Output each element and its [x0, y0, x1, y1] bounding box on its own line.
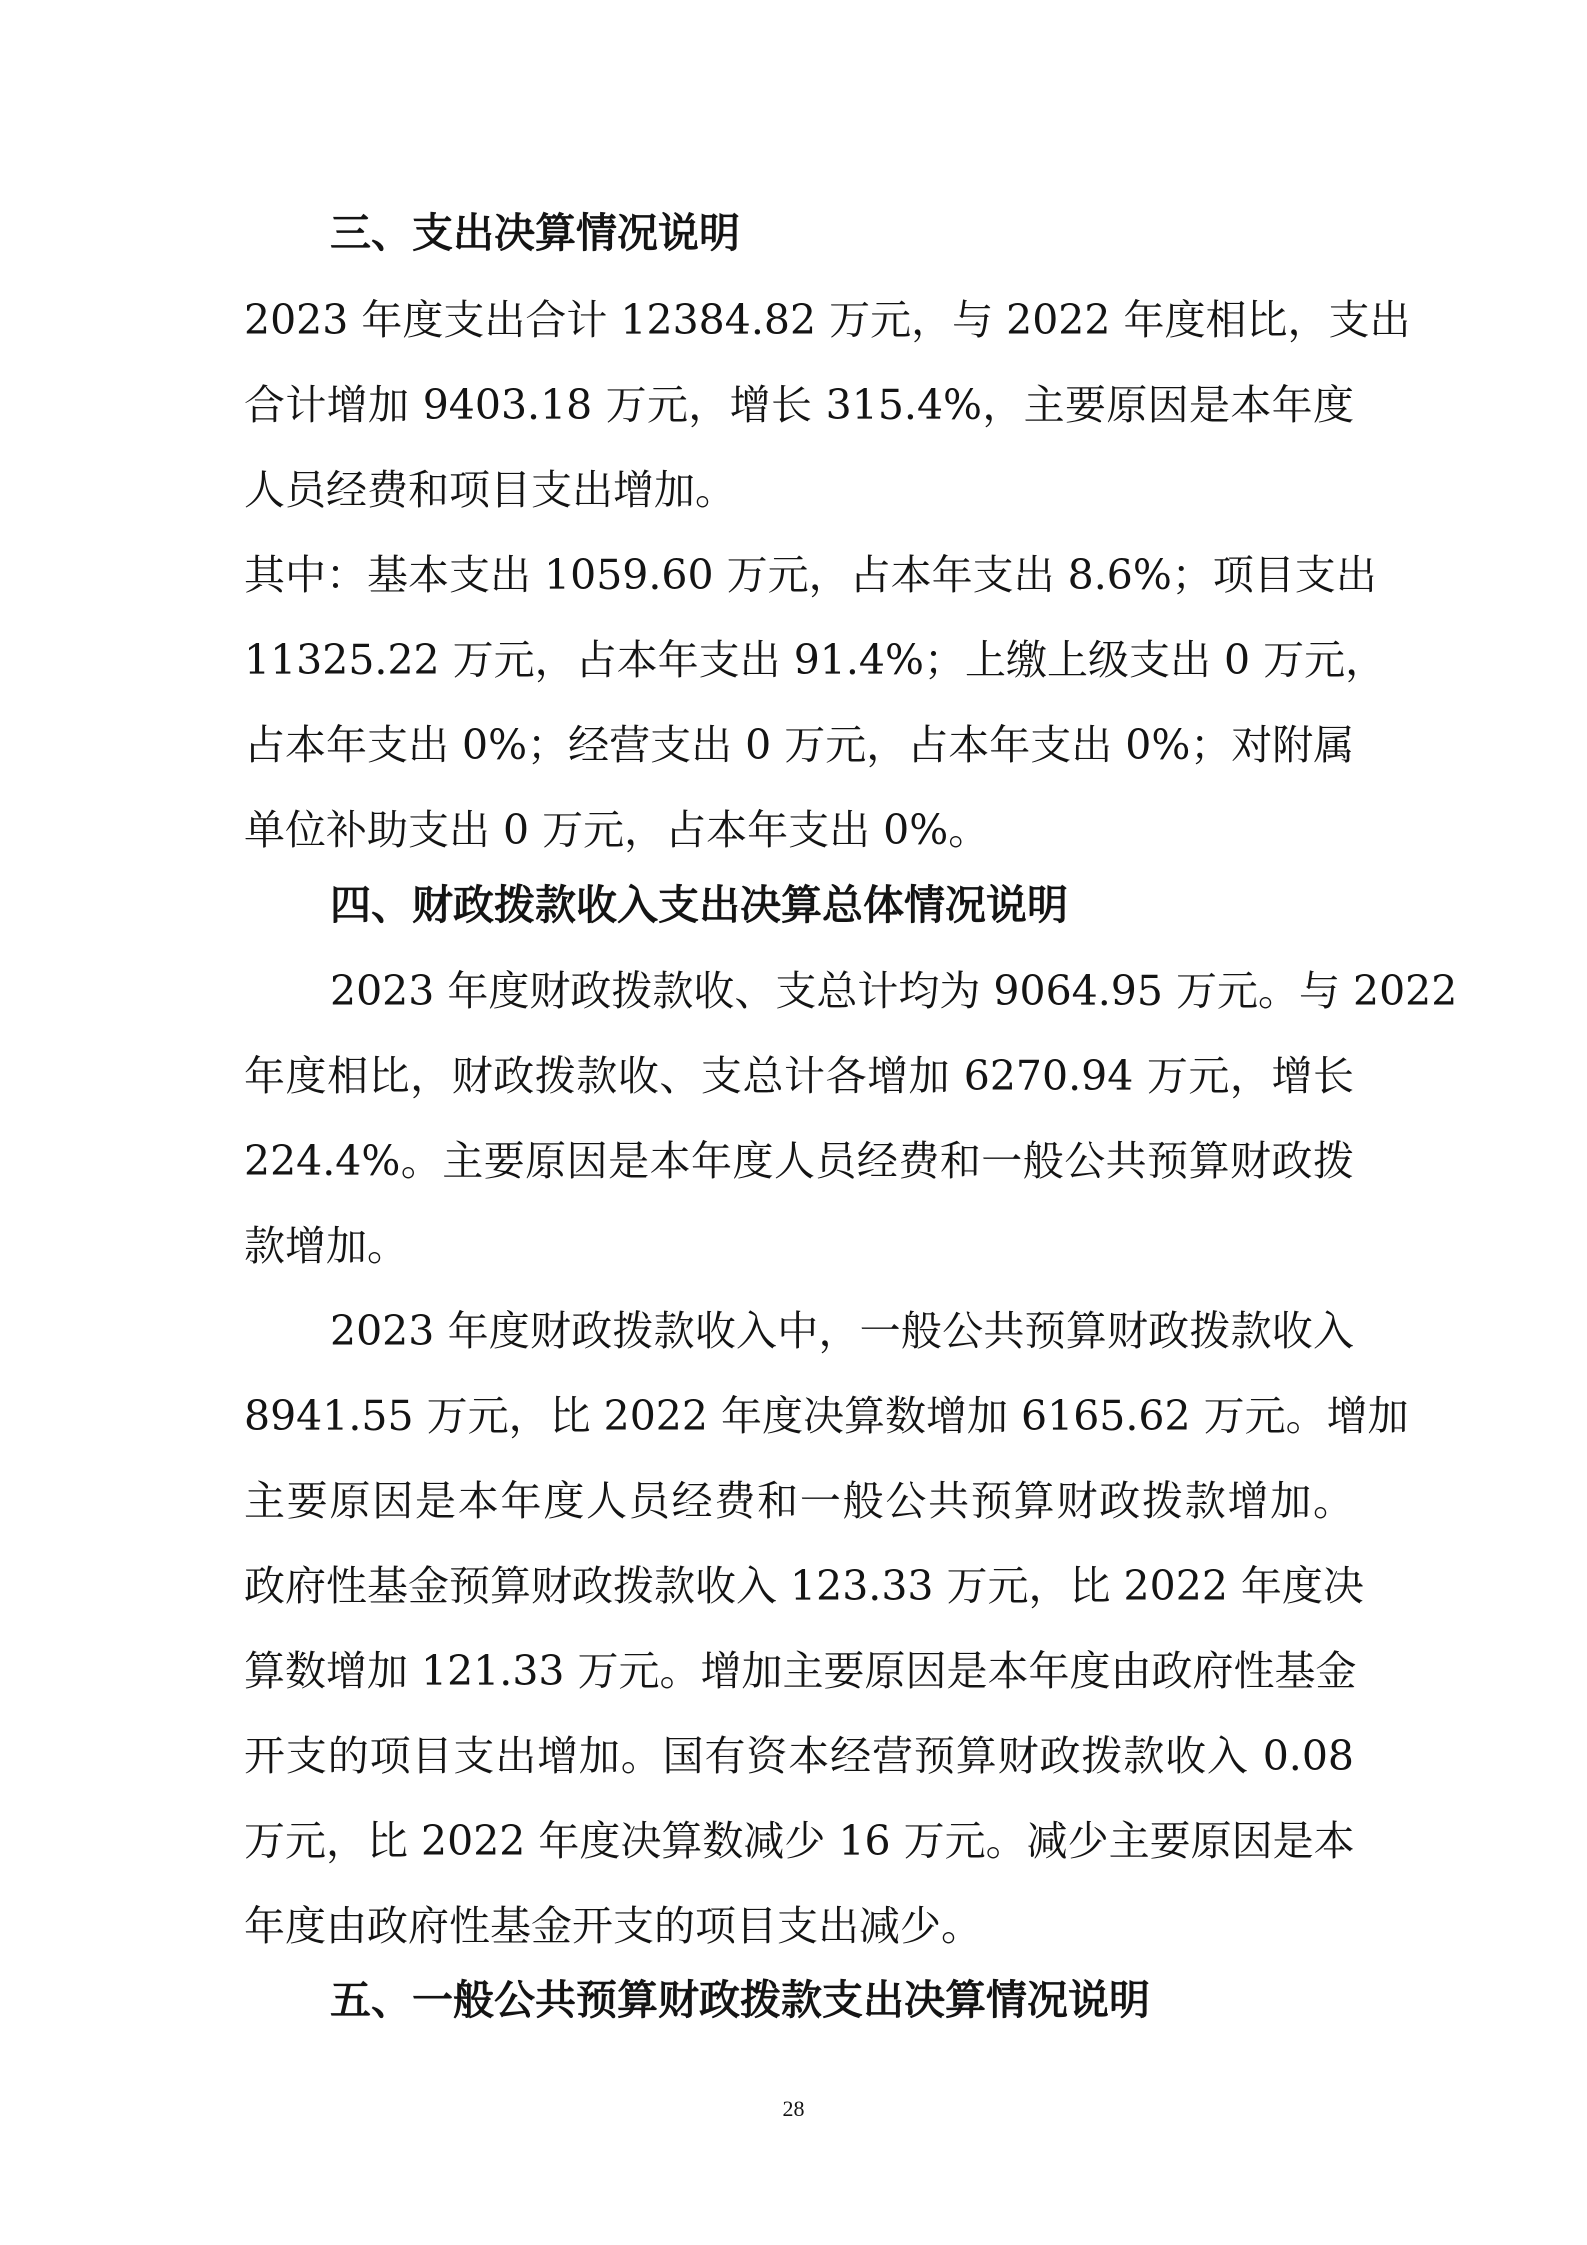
paragraph-line: 2023 年度财政拨款收入中，一般公共预算财政拨款收入 [330, 1307, 1354, 1355]
paragraph-line: 2023 年度财政拨款收、支总计均为 9064.95 万元。与 2022 [330, 967, 1458, 1015]
paragraph-line: 政府性基金预算财政拨款收入 123.33 万元，比 2022 年度决 [244, 1562, 1364, 1610]
page-number: 28 [782, 2096, 805, 2121]
paragraph-line: 年度由政府性基金开支的项目支出减少。 [244, 1902, 982, 1950]
section-heading-expenditure: 三、支出决算情况说明 [330, 209, 740, 257]
paragraph-line: 年度相比，财政拨款收、支总计各增加 6270.94 万元，增长 [244, 1052, 1354, 1100]
paragraph-line: 款增加。 [244, 1222, 408, 1270]
paragraph-line: 8941.55 万元，比 2022 年度决算数增加 6165.62 万元。增加 [244, 1392, 1409, 1440]
paragraph-line: 开支的项目支出增加。国有资本经营预算财政拨款收入 0.08 [244, 1732, 1354, 1780]
paragraph-line: 算数增加 121.33 万元。增加主要原因是本年度由政府性基金 [244, 1647, 1357, 1695]
paragraph-line: 其中：基本支出 1059.60 万元，占本年支出 8.6%；项目支出 [244, 551, 1377, 599]
section-heading-general-budget: 五、一般公共预算财政拨款支出决算情况说明 [330, 1976, 1150, 2024]
paragraph-line: 单位补助支出 0 万元，占本年支出 0%。 [244, 806, 990, 854]
paragraph-line: 占本年支出 0%；经营支出 0 万元，占本年支出 0%；对附属 [244, 721, 1355, 769]
paragraph-line: 万元，比 2022 年度决算数减少 16 万元。减少主要原因是本 [244, 1817, 1355, 1865]
paragraph-line: 11325.22 万元，占本年支出 91.4%；上缴上级支出 0 万元， [244, 636, 1387, 684]
section-heading-fiscal-appropriation: 四、财政拨款收入支出决算总体情况说明 [330, 881, 1068, 929]
paragraph-line: 2023 年度支出合计 12384.82 万元，与 2022 年度相比，支出 [244, 296, 1411, 344]
paragraph-line: 224.4%。主要原因是本年度人员经费和一般公共预算财政拨 [244, 1137, 1354, 1185]
paragraph-line: 人员经费和项目支出增加。 [244, 466, 736, 514]
paragraph-line: 合计增加 9403.18 万元，增长 315.4%，主要原因是本年度 [244, 381, 1354, 429]
paragraph-line: 主要原因是本年度人员经费和一般公共预算财政拨款增加。 [244, 1477, 1354, 1525]
